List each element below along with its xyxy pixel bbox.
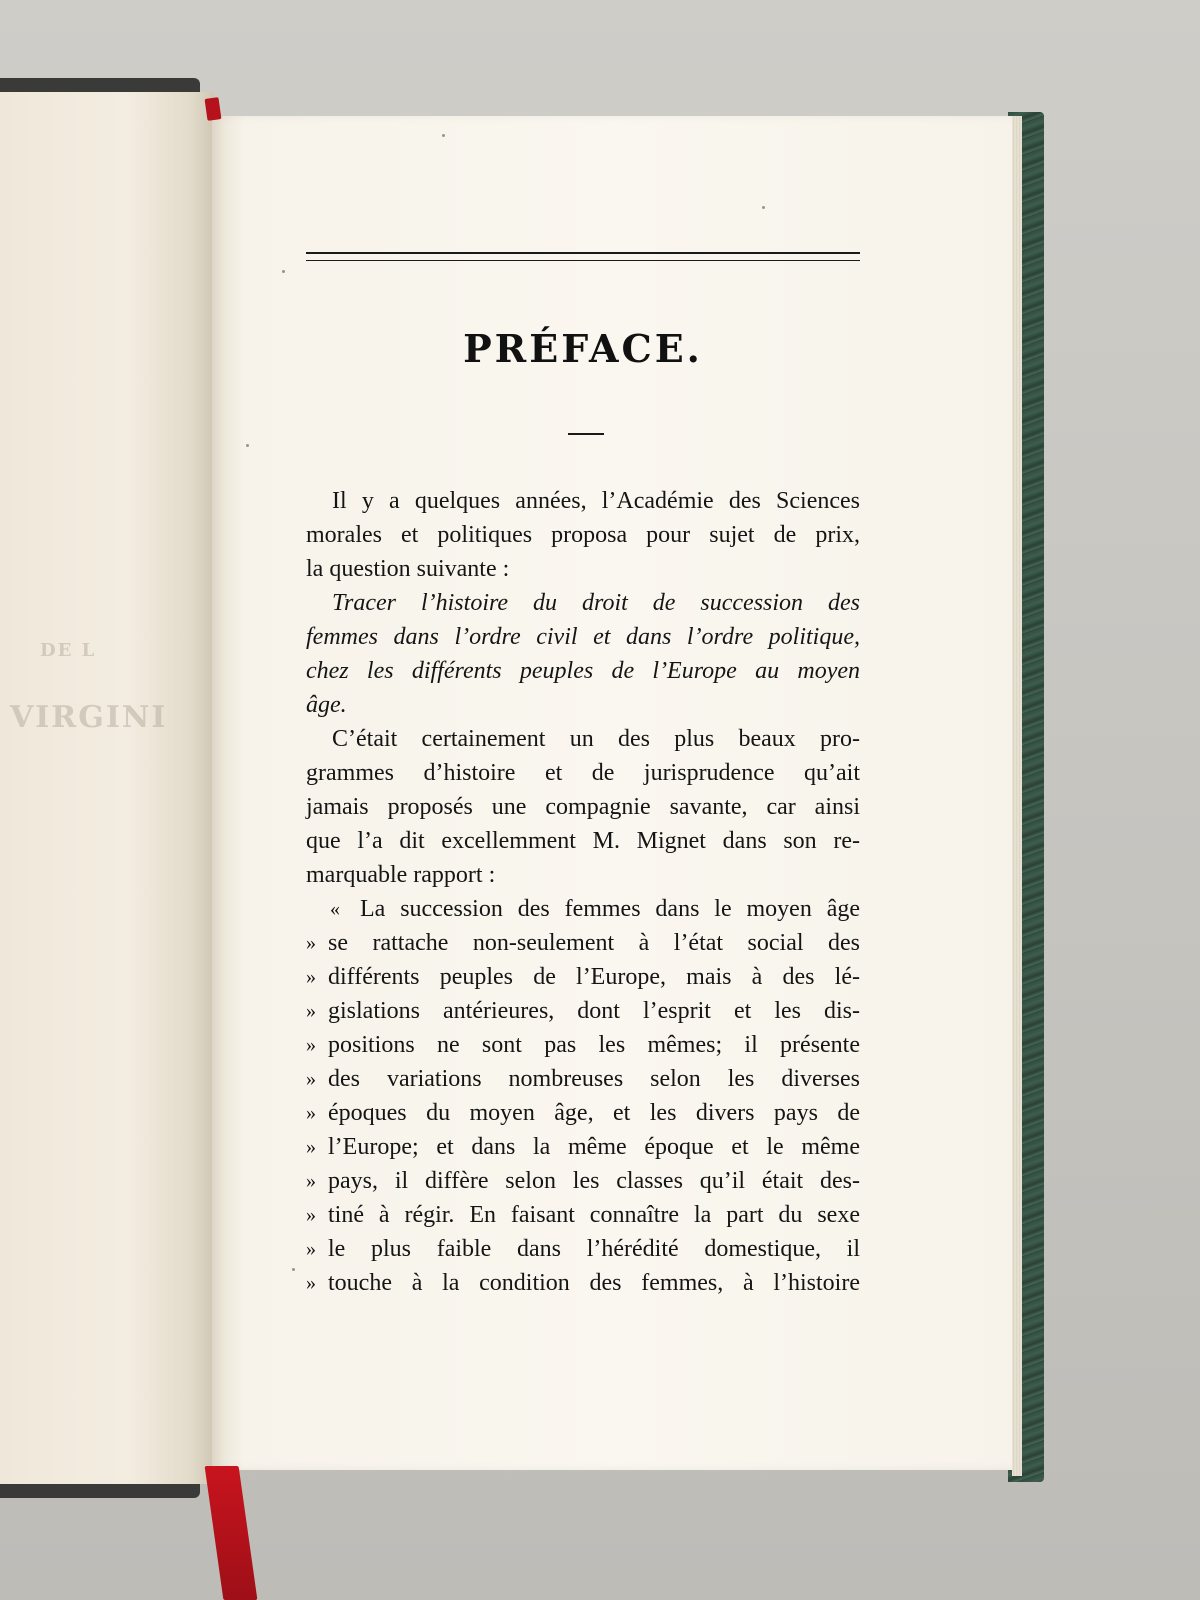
quotation-line [306,1028,860,1062]
quote-continuation-mark: » [306,1204,316,1226]
quote-continuation-mark: » [306,1068,316,1090]
paper-speck [762,206,765,209]
quote-continuation-mark: » [306,966,316,988]
quote-continuation-mark: » [306,1136,316,1158]
quotation-text: gislations antérieures, dont l’esprit et les dis- [328,998,860,1024]
paper-speck [246,444,249,447]
quotation-text: La succession des femmes dans le moyen âge [360,896,860,922]
paragraph-1-line: la question suivante : [306,556,510,582]
quotation-line [306,960,860,994]
page-title: PRÉFACE. [463,326,703,371]
paragraph-2-line: jamais proposés une compagnie savante, car ainsi [306,794,860,820]
paragraph-2-line: marquable rapport : [306,862,496,888]
quote-continuation-mark: » [306,932,316,954]
quotation-text: positions ne sont pas les mêmes; il présente [328,1032,860,1058]
quotation-line [306,1130,860,1164]
quotation-text: pays, il diffère selon les classes qu’il était des- [328,1168,860,1194]
page-body [306,484,860,1300]
paper-speck [442,134,445,137]
quotation-text: touche à la condition des femmes, à l’histoire [328,1270,860,1296]
quote-continuation-mark: » [306,1034,316,1056]
quotation-text: le plus faible dans l’hérédité domestique, il [328,1236,860,1262]
question-line: chez les différents peuples de l’Europe au moyen [306,658,860,684]
quotation-text: époques du moyen âge, et les divers pays de [328,1100,860,1126]
quotation-line [306,1266,860,1300]
quotation-text: l’Europe; et dans la même époque et le même [328,1134,860,1160]
quotation-text: différents peuples de l’Europe, mais à des lé- [328,964,860,990]
ghost-text-2: VIRGINI [10,700,168,735]
ghost-text-1: DE L [40,640,97,661]
quotation-text: se rattache non-seulement à l’état social des [328,930,860,956]
quote-continuation-mark: » [306,1000,316,1022]
quote-continuation-mark: » [306,1238,316,1260]
quote-continuation-mark: » [306,1272,316,1294]
paragraph-2-line: que l’a dit excellemment M. Mignet dans son re- [306,828,860,854]
quotation-line [306,926,860,960]
left-page [0,92,214,1484]
header-double-rule [306,252,860,261]
ribbon-bookmark-top [205,97,222,121]
paragraph-1-line: Il y a quelques années, l’Académie des Sciences [332,488,860,514]
paragraph-2-line: C’était certainement un des plus beaux pro- [332,726,860,752]
question-line: Tracer l’histoire du droit de succession des [332,590,860,616]
title-separator-rule [568,433,604,435]
question-line: âge. [306,692,347,718]
quotation-line [306,1062,860,1096]
page-edges [1012,116,1022,1476]
quote-continuation-mark: » [306,1102,316,1124]
quote-continuation-mark: » [306,1170,316,1192]
quotation-text: des variations nombreuses selon les diverses [328,1066,860,1092]
quotation-line [306,1164,860,1198]
quotation-line [306,1096,860,1130]
quotation-line [306,1198,860,1232]
quotation-line [306,892,860,926]
question-line: femmes dans l’ordre civil et dans l’ordre politique, [306,624,860,650]
quotation-line [306,994,860,1028]
paragraph-2-line: grammes d’histoire et de jurisprudence qu’ait [306,760,860,786]
paragraph-1-line: morales et politiques proposa pour sujet de prix, [306,522,860,548]
quotation-text: tiné à régir. En faisant connaître la part du sexe [328,1202,860,1228]
paper-speck [282,270,285,273]
paper-speck [292,1268,295,1271]
quote-open-mark: « [330,898,340,920]
quotation-line [306,1232,860,1266]
